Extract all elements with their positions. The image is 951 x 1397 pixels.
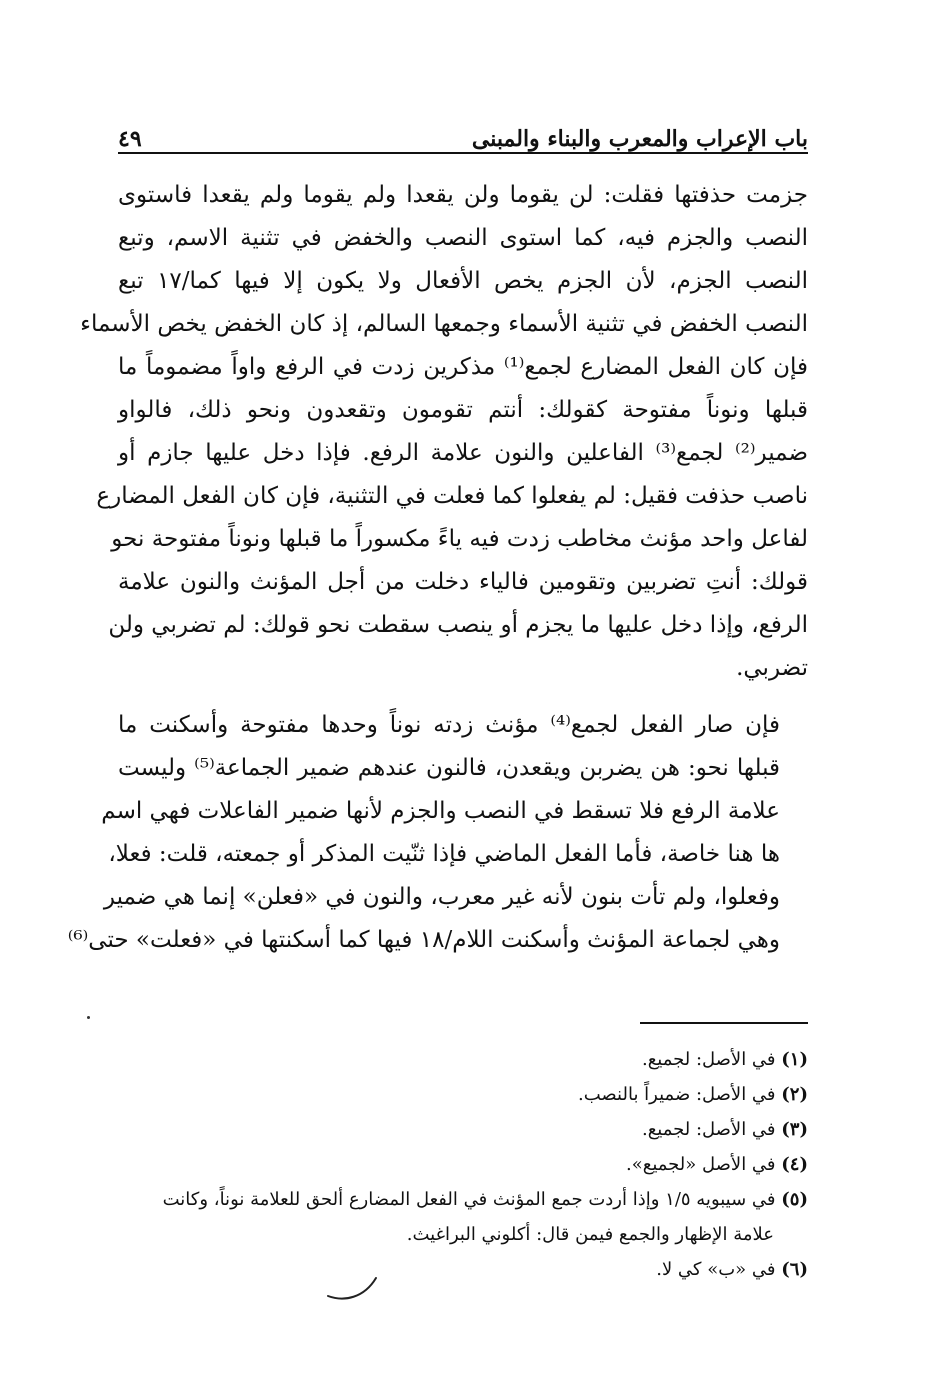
text-line: ها هنا خاصة، فأما الفعل الماضي فإذا ثنّيت المذكر أو جمعته، قلت: فعلا، <box>108 841 780 867</box>
footnote-6 <box>118 1252 808 1287</box>
footnote-number: (٥) <box>781 1189 808 1210</box>
text-line: النصب الخفض في تثنية الأسماء وجمعها السالم، إذ كان الخفض يخص الأسماء <box>80 311 808 337</box>
footnotes <box>118 1042 808 1287</box>
running-header <box>118 118 808 154</box>
footnote-1 <box>118 1042 808 1077</box>
text-line: تضربي. <box>736 655 808 681</box>
paragraph-1 <box>80 174 808 690</box>
text-line: فإن كان الفعل المضارع لجمع⁽¹⁾ مذكرين زدت في الرفع واواً مضموماً ما <box>118 354 808 380</box>
footnote-number: (٣) <box>781 1119 808 1140</box>
text-line: الرفع، وإذا دخل عليها ما يجزم أو ينصب سقطت نحو قولك: لم تضربي ولن <box>108 612 808 638</box>
footnote-text: في الأصل: لجميع. <box>641 1049 776 1070</box>
text-line: ناصب حذفت فقيل: لم يفعلوا كما فعلت في التثنية، فإن كان الفعل المضارع <box>96 483 808 509</box>
text-line: جزمت حذفتها فقلت: لن يقوما ولن يقعدا ولم يقوما ولم يقعدا فاستوى <box>118 182 808 208</box>
text-line: علامة الرفع فلا تسقط في النصب والجزم لأنها ضمير الفاعلات فهي اسم <box>101 798 780 824</box>
text-line: فإن صار الفعل لجمع⁽⁴⁾ مؤنث زدته نوناً وحدها مفتوحة وأسكنت ما <box>118 712 780 738</box>
text-line: النصب والجزم فيه، كما استوى النصب والخفض في تثنية الاسم، وتبع <box>118 225 808 251</box>
footnote-text: علامة الإظهار والجمع فيمن قال: أكلوني البراغيث. <box>406 1224 774 1245</box>
footnote-number: (١) <box>781 1049 808 1070</box>
scan-speck <box>87 1016 90 1019</box>
paragraph-2 <box>67 704 808 962</box>
text-line: قبلها ونوناً مفتوحة كقولك: أنتم تقومون وتقعدون ونحو ذلك، فالواو <box>118 397 808 423</box>
text-line: وهي لجماعة المؤنث وأسكنت اللام/١٨ فيها كما أسكنتها في «فعلت» حتى⁽⁶⁾ <box>67 927 780 953</box>
text-line: وفعلوا، ولم تأت بنون لأنه غير معرب، والنون في «فعلن» إنما هي ضمير <box>103 884 780 910</box>
footnote-3 <box>118 1112 808 1147</box>
end-mark-swoosh <box>326 1274 380 1302</box>
text-line: ضمير⁽²⁾ لجمع⁽³⁾ الفاعلين والنون علامة الرفع. فإذا دخل عليها جازم أو <box>118 440 808 466</box>
footnote-number: (٤) <box>781 1154 808 1175</box>
footnote-number: (٦) <box>781 1259 808 1280</box>
footnote-5 <box>118 1182 808 1217</box>
chapter-title: باب الإعراب والمعرب والبناء والمبنى <box>471 126 808 152</box>
text-line: لفاعل واحد مؤنث مخاطب زدت فيه ياءً مكسوراً ما قبلها ونوناً مفتوحة نحو <box>111 526 808 552</box>
main-text <box>67 174 808 962</box>
footnote-text: في الأصل: ضميراً بالنصب. <box>578 1084 776 1105</box>
footnote-text: في «ب» كي لا. <box>656 1259 776 1280</box>
footnote-text: في سيبويه ١/٥ وإذا أردت جمع المؤنث في الفعل المضارع ألحق للعلامة نوناً، وكانت <box>162 1189 776 1210</box>
footnote-5-continuation <box>118 1217 808 1252</box>
footnote-text: في الأصل: لجميع. <box>641 1119 776 1140</box>
footnote-number: (٢) <box>781 1084 808 1105</box>
text-line: قبلها نحو: هن يضربن ويقعدن، فالنون عندهم ضمير الجماعة⁽⁵⁾ وليست <box>118 755 781 781</box>
page-number: ٤٩ <box>118 126 142 152</box>
footnote-separator <box>640 1022 808 1024</box>
footnote-4 <box>118 1147 808 1182</box>
footnote-2 <box>118 1077 808 1112</box>
text-line: النصب الجزم، لأن الجزم يخص الأفعال ولا يكون إلا فيها كما/١٧ تبع <box>118 268 808 294</box>
footnote-text: في الأصل «لجميع». <box>626 1154 776 1175</box>
text-line: قولك: أنتِ تضربين وتقومين فالياء دخلت من أجل المؤنث والنون علامة <box>118 569 808 595</box>
